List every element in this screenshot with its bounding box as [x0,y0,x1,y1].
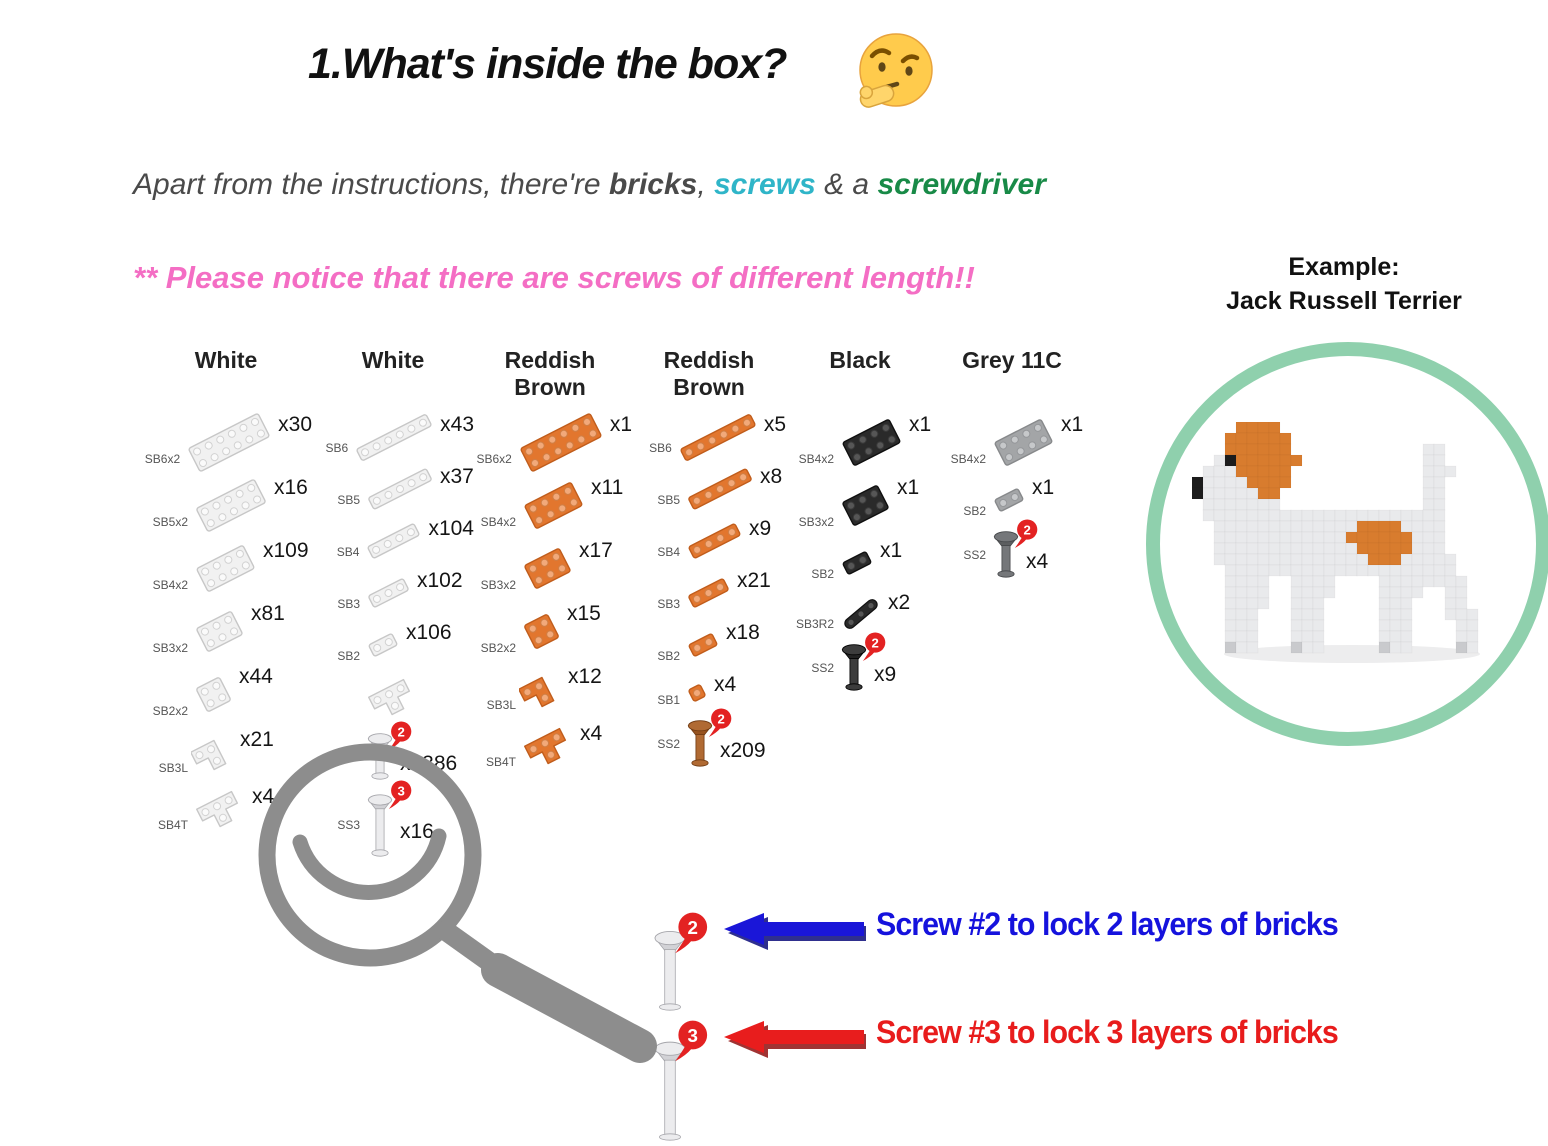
example-photo-ring [1146,342,1548,746]
intro-text-1: Apart from the instructions, there're [133,168,609,201]
part-id-label: SS2 [657,737,680,751]
screw-number-badge [388,780,413,810]
part-id-label: SB6x2 [144,452,181,466]
legend-caption: Screw #3 to lock 3 layers of bricks [876,1014,1338,1050]
part-id-label [312,720,363,728]
part-count: x209 [720,739,766,762]
t-brick-icon [519,724,577,774]
brick-icon [683,463,757,515]
brick-icon [519,477,588,534]
brick-icon [989,483,1029,517]
part-id-label: SS2 [337,750,360,764]
page-title: 1.What's inside the box? [308,40,787,88]
svg-text:2: 2 [397,724,406,740]
brick-icon [683,573,734,613]
part-id-label: SB3x2 [152,641,188,655]
legend-arrow-icon [722,1018,868,1060]
l-brick-icon [191,732,237,778]
part-id-label: SS2 [963,548,986,562]
screw-icon [363,783,406,858]
example-label: Example: [1288,253,1400,281]
svg-text:2: 2 [687,916,698,938]
part-id-label: SB4 [657,545,680,559]
column-header: Grey 11C [962,347,1062,373]
part-id-label: SB5 [337,493,360,507]
intro-sep-2: & a [815,168,878,201]
part-count: x11 [591,476,624,499]
brick-icon [363,573,414,613]
parts-column-5 [786,347,934,697]
part-count: x4 [1026,550,1049,573]
part-row [312,619,474,671]
part-id-label: SB2x2 [480,641,516,655]
part-id-label: SB2x2 [152,704,188,718]
column-header: Reddish Brown [663,347,755,400]
brick-icon [191,540,260,597]
part-row [632,711,786,773]
screw-length-notice: ** Please notice that there are screws of different length!! [133,260,975,295]
brick-icon [989,414,1058,471]
part-row [140,600,312,663]
part-count: x18 [726,621,760,644]
screw-number-badge [388,721,413,751]
part-row [468,720,632,777]
part-count: x15 [567,602,601,625]
part-row [632,463,786,515]
part-id-label: SB4T [485,755,516,769]
part-count: x2 [888,591,911,614]
brick-icon [515,408,607,477]
brick-icon [837,414,906,471]
column-header: Reddish Brown [504,347,596,400]
part-row [632,619,786,671]
part-id-label: SS2 [811,661,834,675]
part-row [938,522,1086,584]
svg-text:2: 2 [717,711,726,727]
part-count: x12 [568,665,602,688]
part-count: x43 [440,413,474,436]
part-row [312,411,474,463]
legend-arrow-icon [722,910,868,952]
part-row [786,537,934,589]
part-id-label: SS3 [337,818,360,832]
brick-icon [683,679,711,707]
brick-icon [363,463,437,515]
part-row [312,671,474,728]
part-row [312,515,474,567]
part-count: x5 [763,413,786,436]
intro-bricks: bricks [608,168,698,201]
parts-column-1 [140,347,312,840]
part-id-label: SB3 [337,597,360,611]
part-row [632,411,786,463]
part-row [786,411,934,474]
brick-icon [191,474,271,537]
part-row [468,411,632,474]
part-id-label: SB3x2 [798,515,834,529]
part-id-label: SB3R2 [795,617,834,631]
part-id-label: SB4x2 [798,452,834,466]
part-count: x1 [1032,476,1055,499]
brick-icon [351,409,437,466]
jack-russell-terrier-image [1192,422,1504,664]
brick-icon [191,606,248,657]
part-count: x4 [714,673,737,696]
screw-number-badge [708,708,733,738]
screw-number-badge [674,912,709,955]
svg-text:2: 2 [871,635,880,651]
part-count: x30 [278,413,312,436]
part-id-label: SB2 [657,649,680,663]
part-id-label: SB3L [158,761,188,775]
part-id-label: SB5 [657,493,680,507]
part-count: x9 [749,517,772,540]
brick-icon [183,408,275,477]
part-row [312,724,474,786]
part-count: x17 [579,539,613,562]
part-id-label: SB1 [657,693,680,707]
part-row [938,474,1086,526]
intro-sentence [133,168,1046,202]
part-id-label: SB2 [963,504,986,518]
legend-screw-icon [648,1024,698,1142]
brick-icon [837,546,877,580]
part-row [312,463,474,515]
parts-column-3 [468,347,632,777]
part-row [786,474,934,537]
part-row [786,635,934,697]
svg-text:3: 3 [397,783,406,799]
part-count: x44 [239,665,273,688]
screw-number-badge [1014,519,1039,549]
column-header: Black [829,347,891,373]
slope-brick-icon [837,593,885,635]
part-row [140,726,312,783]
t-brick-icon [191,787,249,837]
part-count: x1 [897,476,920,499]
part-row [312,567,474,619]
part-count: x81 [251,602,285,625]
brick-icon [519,609,564,654]
part-count: x16 [400,820,434,843]
part-count: x1 [880,539,903,562]
part-id-label: SB3 [657,597,680,611]
part-count: x1386 [400,752,458,775]
part-row [468,474,632,537]
part-row [140,537,312,600]
part-row [468,663,632,720]
part-count: x37 [440,465,474,488]
part-id-label: SB6x2 [476,452,512,466]
example-model-name: Jack Russell Terrier [1226,287,1462,315]
part-row [468,600,632,663]
l-brick-icon [519,669,565,715]
brick-icon [519,543,576,594]
column-header: White [194,347,258,373]
brick-icon [675,409,761,466]
column-header: White [361,347,425,373]
screw-icon [989,522,1032,579]
brick-icon [191,672,236,717]
part-count: x4 [252,785,275,808]
part-count: x21 [737,569,771,592]
part-id-label: SB2 [811,567,834,581]
screw-number-badge [862,632,887,662]
screw-number-badge [674,1020,709,1063]
svg-text:3: 3 [687,1024,698,1046]
part-count: x16 [274,476,308,499]
part-row [140,783,312,840]
thinking-face-emoji [852,28,940,116]
part-count: x1 [1061,413,1084,436]
part-id-label: SB6 [325,441,349,455]
screw-icon [363,724,406,781]
part-id-label: SB3x2 [480,578,516,592]
parts-column-6 [938,347,1086,584]
part-row [140,474,312,537]
part-count: x102 [417,569,463,592]
legend-screw-icon [648,916,698,1012]
part-row [140,411,312,474]
part-id-label: SB4 [336,545,360,559]
intro-screws: screws [714,168,816,201]
brick-icon [837,480,894,531]
parts-column-2 [312,347,474,864]
part-row [468,537,632,600]
part-count: x4 [580,722,603,745]
brick-icon [683,518,746,564]
legend-caption: Screw #2 to lock 2 layers of bricks [876,906,1338,942]
part-id-label: SB3L [486,698,516,712]
part-row [786,589,934,639]
part-count: x1 [609,413,632,436]
part-id-label: SB2 [337,649,360,663]
brick-icon [363,628,403,662]
part-id-label: SB5x2 [152,515,188,529]
part-count: x104 [428,517,474,540]
part-count: x109 [263,539,309,562]
part-count: x106 [406,621,452,644]
part-id-label: SB4T [157,818,188,832]
part-count: x8 [760,465,783,488]
intro-sep-1: , [697,168,714,201]
brick-icon [683,628,723,662]
part-row [140,663,312,726]
screw-icon [683,711,726,768]
part-row [938,411,1086,474]
svg-text:2: 2 [1023,522,1032,538]
intro-screwdriver: screwdriver [877,168,1046,201]
part-id-label: SB6 [649,441,672,455]
part-row [632,515,786,567]
t-brick-icon [363,675,421,725]
part-id-label: SB4x2 [950,452,986,466]
parts-column-4 [632,347,786,773]
part-count: x9 [874,663,897,686]
part-row [312,783,474,864]
brick-icon [362,518,425,564]
part-id-label: SB4x2 [152,578,188,592]
part-count: x21 [240,728,274,751]
part-row [632,567,786,619]
screw-icon [837,635,880,692]
part-id-label: SB4x2 [480,515,516,529]
part-count: x1 [909,413,932,436]
example-caption [1148,250,1540,318]
